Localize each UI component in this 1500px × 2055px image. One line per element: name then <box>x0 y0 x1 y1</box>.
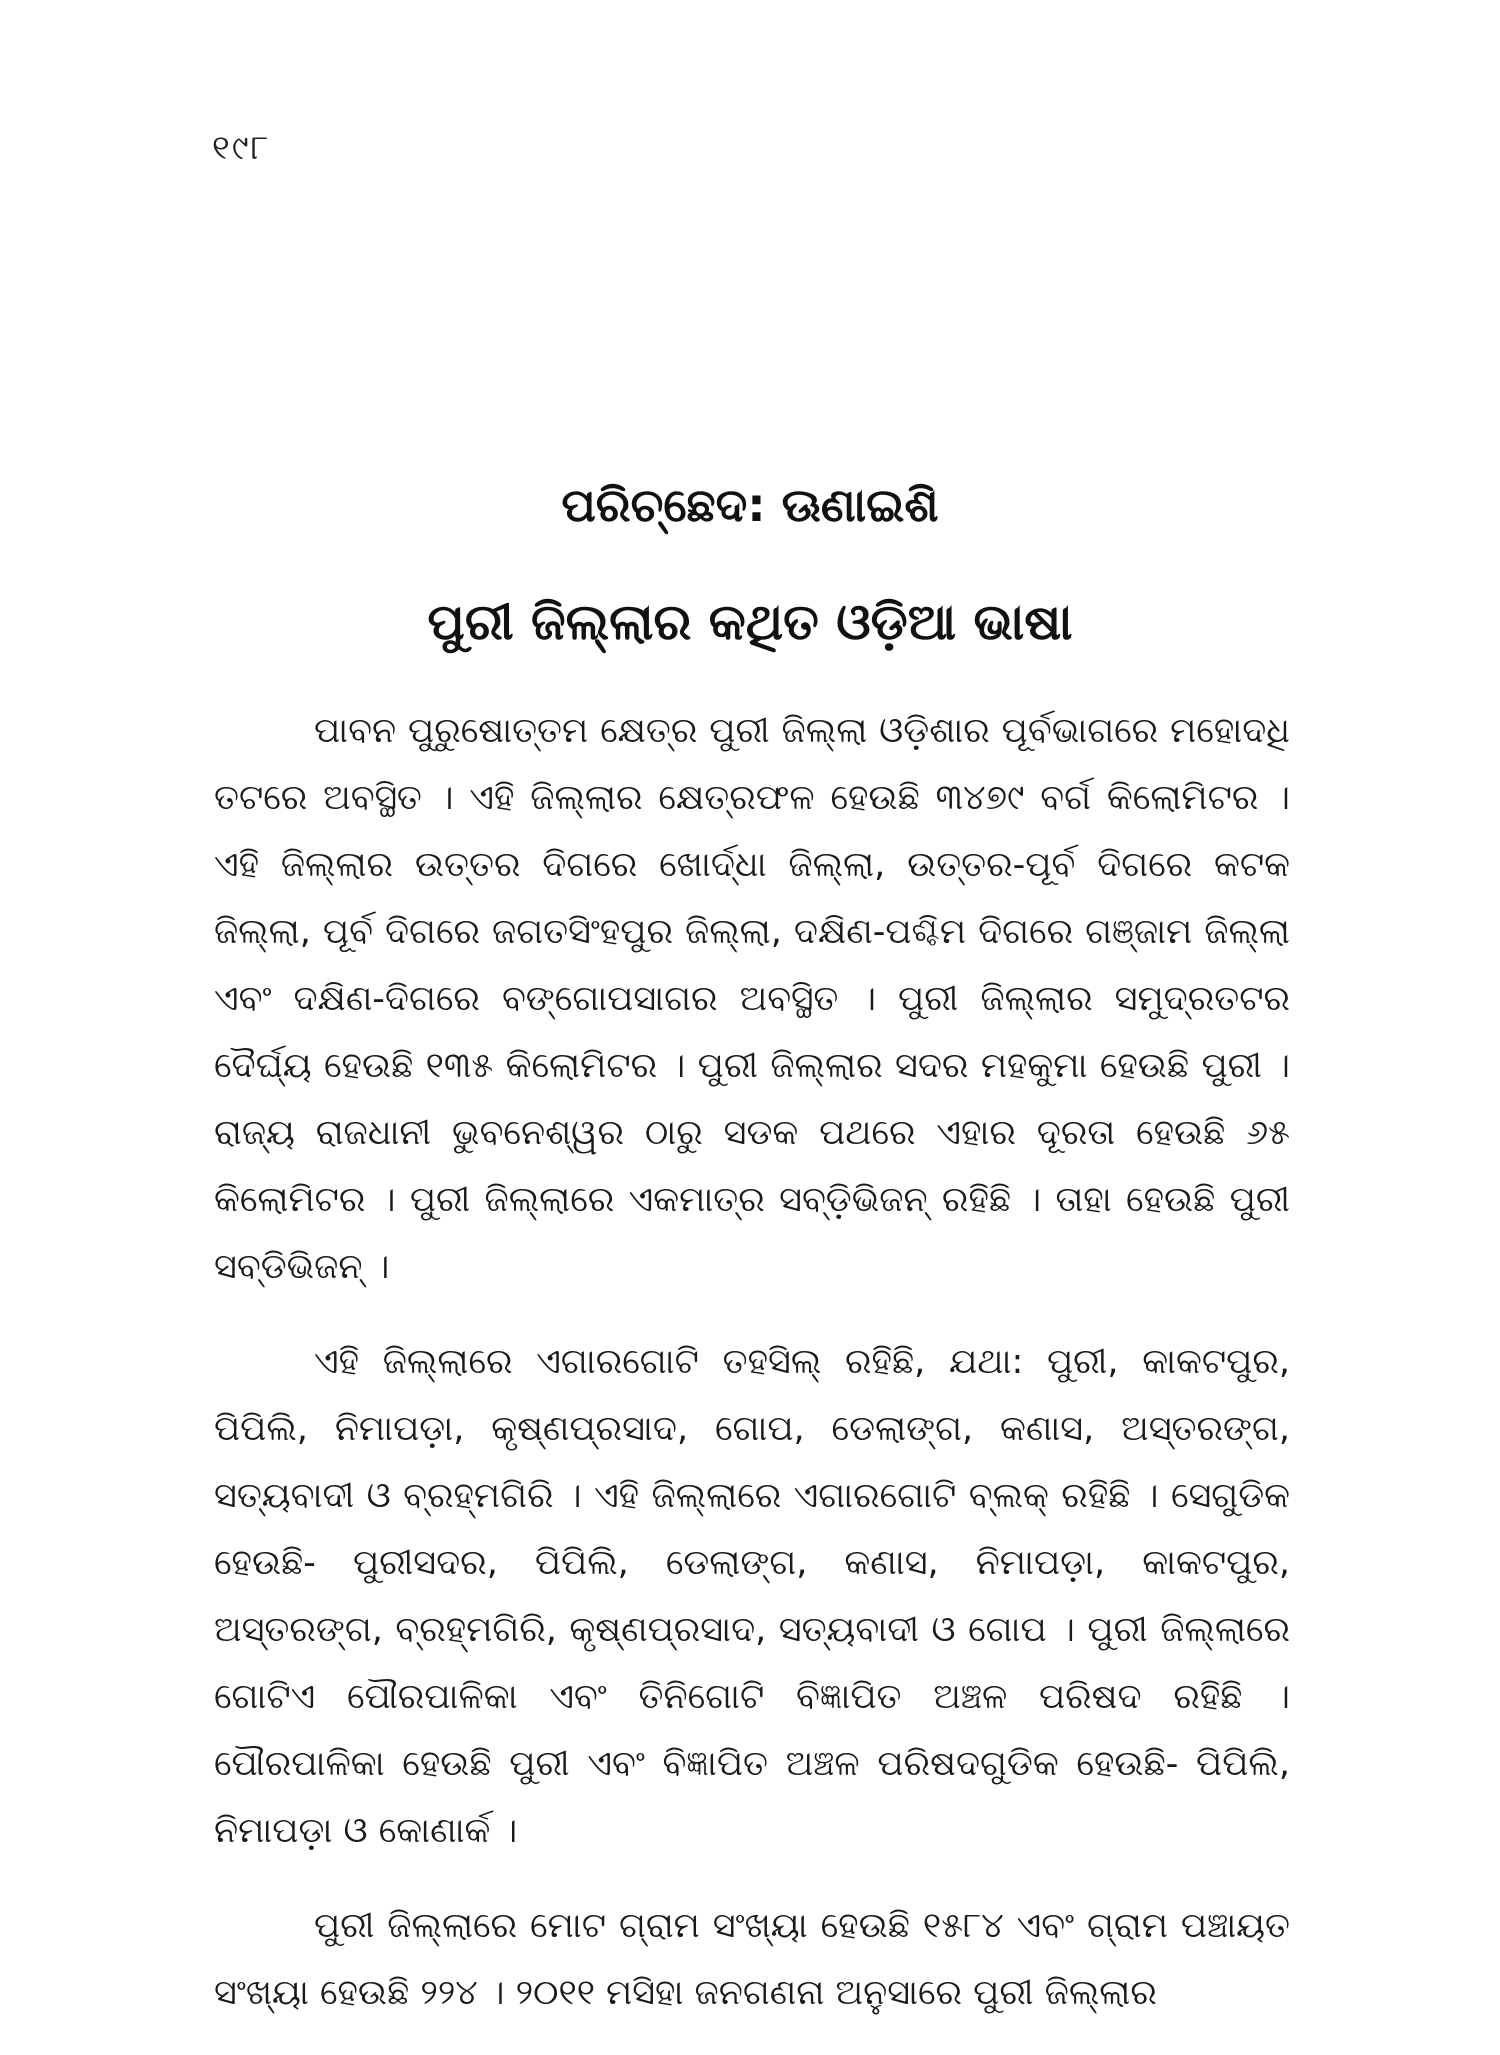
body-text <box>214 698 1290 2055</box>
chapter-heading: ପରିଚ୍ଛେଦ: ଊଣାଇଶି <box>561 478 939 532</box>
page-number: ୧୯୮ <box>212 128 271 168</box>
paragraph: ପୁରୀ ଜିଲ୍ଲାରେ ମୋଟ ଗ୍ରାମ ସଂଖ୍ୟା ହେଉଛି ୧୫୮୪ ଏବଂ ଗ୍ରାମ ପଞ୍ଚାୟତ ସଂଖ୍ୟା ହେଉଛି ୨୨୪ । ୨୦୧୧ ମସିହା ଜନଗଣନା ଅନୁସାରେ ପୁରୀ ଜିଲ୍ଲାର <box>214 1906 1290 2013</box>
paragraph: ପାବନ ପୁରୁଷୋତ୍ତମ କ୍ଷେତ୍ର ପୁରୀ ଜିଲ୍ଲା ଓଡ଼ିଶାର ପୂର୍ବଭାଗରେ ମହୋଦଧି ତଟରେ ଅବସ୍ଥିତ । ଏହି ଜିଲ୍ଲାର କ୍ଷେତ୍ରଫଳ ହେଉଛି ୩୪୭୯ ବର୍ଗ କିଲୋମିଟର । ଏହି ଜିଲ୍ଲାର ଉତ୍ତର ଦିଗରେ ଖୋର୍ଦ୍ଧା ଜିଲ୍ଲା, ଉତ୍ତର-ପୂର୍ବ ଦିଗରେ କଟକ ଜିଲ୍ଲା, ପୂର୍ବ ଦିଗରେ ଜଗତସିଂହପୁର ଜିଲ୍ଲା, ଦକ୍ଷିଣ-ପଶ୍ଚିମ ଦିଗରେ ଗଞ୍ଜାମ ଜିଲ୍ଲା ଏବଂ ଦକ୍ଷିଣ-ଦିଗରେ ବଙ୍ଗୋପସାଗର ଅବସ୍ଥିତ । ପୁରୀ ଜିଲ୍ଲାର ସମୁଦ୍ରତଟର ଦୈର୍ଘ୍ୟ ହେଉଛି ୧୩୫ କିଲୋମିଟର । ପୁରୀ ଜିଲ୍ଲାର ସଦର ମହକୁମା ହେଉଛି ପୁରୀ । ରାଜ୍ୟ ରାଜଧାନୀ ଭୁବନେଶ୍ୱର ଠାରୁ ସଡକ ପଥରେ ଏହାର ଦୂରତା ହେଉଛି ୬୫ କିଲୋମିଟର । ପୁରୀ ଜିଲ୍ଲାରେ ଏକମାତ୍ର ସବ୍‌ଡ଼ିଭିଜନ୍ ରହିଛି । ତାହା ହେଉଛି ପୁରୀ ସବ୍‌ଡିଭିଜନ୍ । <box>214 711 1290 1287</box>
paragraph: ଏହି ଜିଲ୍ଲାରେ ଏଗାରଗୋଟି ତହସିଲ୍ ରହିଛି, ଯଥା: ପୁରୀ, କାକଟପୁର, ପିପିଲି, ନିମାପଡ଼ା, କୃଷ୍ଣପ୍ରସାଦ, ଗୋପ, ଡେଲାଙ୍ଗ, କଣାସ, ଅସ୍ତରଙ୍ଗ, ସତ୍ୟବାଦୀ ଓ ବ୍ରହ୍ମଗିରି । ଏହି ଜିଲ୍ଲାରେ ଏଗାରଗୋଟି ବ୍ଲକ୍ ରହିଛି । ସେଗୁଡିକ ହେଉଛି- ପୁରୀସଦର, ପିପିଲି, ଡେଲାଙ୍ଗ, କଣାସ, ନିମାପଡ଼ା, କାକଟପୁର, ଅସ୍ତରଙ୍ଗ, ବ୍ରହ୍ମଗିରି, କୃଷ୍ଣପ୍ରସାଦ, ସତ୍ୟବାଦୀ ଓ ଗୋପ । ପୁରୀ ଜିଲ୍ଲାରେ ଗୋଟିଏ ପୌରପାଳିକା ଏବଂ ତିନିଗୋଟି ବିଜ୍ଞାପିତ ଅଞ୍ଚଳ ପରିଷଦ ରହିଛି । ପୌରପାଳିକା ହେଉଛି ପୁରୀ ଏବଂ ବିଜ୍ଞାପିତ ଅଞ୍ଚଳ ପରିଷଦଗୁଡିକ ହେଉଛି- ପିପିଲି, ନିମାପଡ଼ା ଓ କୋଣାର୍କ । <box>214 1342 1290 1851</box>
chapter-title: ପୁରୀ ଜିଲ୍ଲାର କଥିତ ଓଡ଼ିଆ ଭାଷା <box>427 593 1073 651</box>
